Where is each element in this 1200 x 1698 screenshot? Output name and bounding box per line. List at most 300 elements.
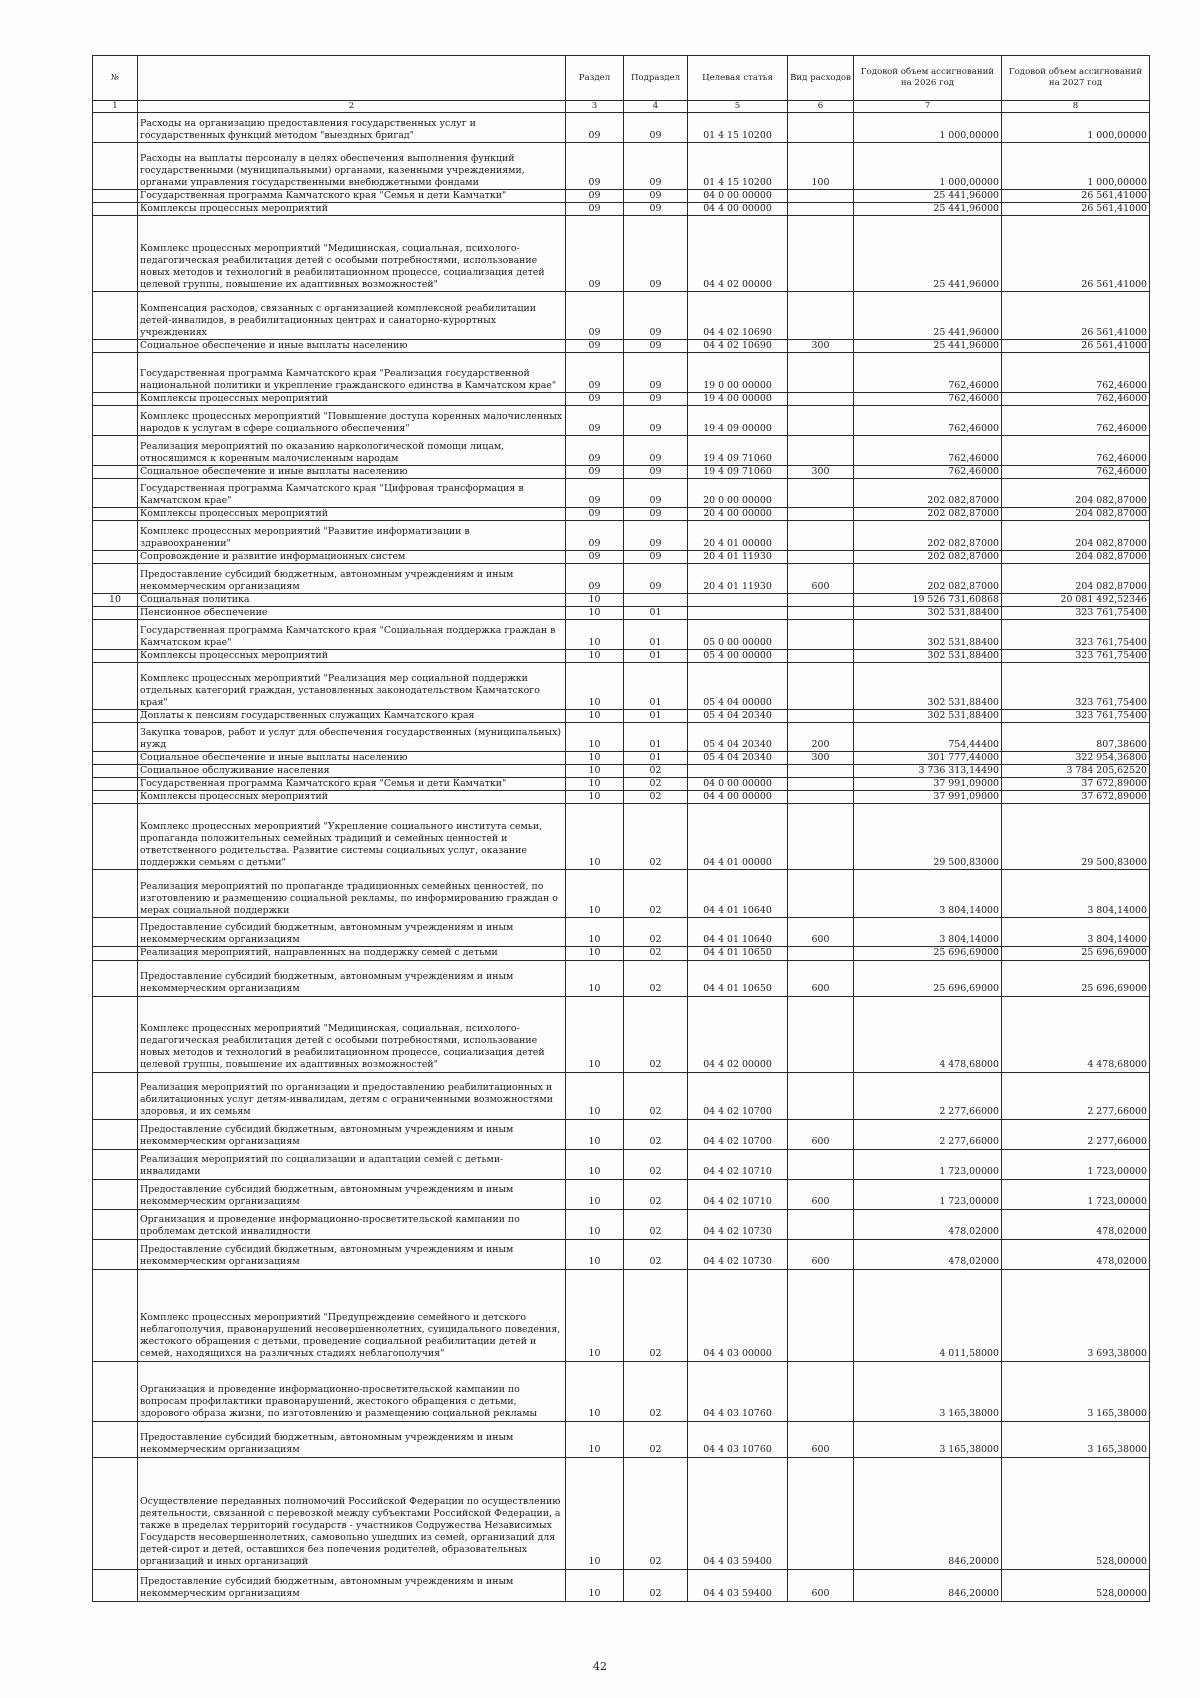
- row-vid: 200: [788, 723, 854, 752]
- row-name: Сопровождение и развитие информационных систем: [138, 551, 566, 564]
- row-number: [93, 508, 138, 521]
- row-amount-2027: 26 561,41000: [1002, 216, 1150, 292]
- row-razdel: 09: [566, 190, 624, 203]
- row-number: [93, 113, 138, 143]
- row-amount-2026: 37 991,09000: [854, 778, 1002, 791]
- row-amount-2027: 37 672,89000: [1002, 791, 1150, 804]
- row-vid: [788, 710, 854, 723]
- row-name: Предоставление субсидий бюджетным, автономным учреждениям и иным некоммерческим организациям: [138, 1179, 566, 1209]
- row-razdel: 10: [566, 594, 624, 607]
- row-vid: [788, 436, 854, 466]
- row-razdel: 09: [566, 521, 624, 551]
- row-podrazdel: 02: [624, 960, 688, 996]
- table-row: [93, 551, 1150, 564]
- row-amount-2026: 2 277,66000: [854, 1119, 1002, 1149]
- table-row: [93, 353, 1150, 393]
- row-podrazdel: 01: [624, 710, 688, 723]
- row-number: [93, 436, 138, 466]
- row-name: Комплекс процессных мероприятий "Предупреждение семейного и детского неблагополучия, правонарушений несовершеннолетних, суицидального поведения, жестокого обращения с детьми, проведение социальной реабилитации детей и семей, находящихся на различных стадиях неблагополучия": [138, 1269, 566, 1361]
- row-target: 19 4 00 00000: [688, 393, 788, 406]
- row-target: 01 4 15 10200: [688, 143, 788, 190]
- row-amount-2027: 20 081 492,52346: [1002, 594, 1150, 607]
- row-name: Социальное обслуживание населения: [138, 765, 566, 778]
- row-podrazdel: 09: [624, 143, 688, 190]
- table-row: [93, 292, 1150, 340]
- row-podrazdel: 09: [624, 479, 688, 508]
- table-row: [93, 918, 1150, 947]
- row-vid: [788, 650, 854, 663]
- row-number: [93, 947, 138, 960]
- table-row: [93, 203, 1150, 216]
- row-amount-2026: 302 531,88400: [854, 663, 1002, 710]
- row-name: Комплекс процессных мероприятий "Медицинская, социальная, психолого-педагогическая реабилитация детей с особыми потребностями, использование новых методов и технологий в реабилитационном процессе, социализация детей целевой группы, повышение их адаптивных возможностей": [138, 996, 566, 1072]
- row-number: [93, 1072, 138, 1119]
- row-target: 04 4 02 10690: [688, 340, 788, 353]
- table-row: [93, 996, 1150, 1072]
- row-amount-2027: 1 723,00000: [1002, 1179, 1150, 1209]
- row-razdel: 09: [566, 466, 624, 479]
- row-target: 04 4 01 10640: [688, 870, 788, 918]
- row-number: [93, 1179, 138, 1209]
- table-row: [93, 190, 1150, 203]
- row-vid: [788, 479, 854, 508]
- row-amount-2026: 302 531,88400: [854, 607, 1002, 620]
- row-name: Комплексы процессных мероприятий: [138, 393, 566, 406]
- row-number: [93, 564, 138, 594]
- table-row: [93, 479, 1150, 508]
- row-name: Предоставление субсидий бюджетным, автономным учреждениям и иным некоммерческим организациям: [138, 564, 566, 594]
- row-amount-2026: 762,46000: [854, 393, 1002, 406]
- row-number: [93, 918, 138, 947]
- row-vid: [788, 353, 854, 393]
- row-amount-2027: 2 277,66000: [1002, 1119, 1150, 1149]
- row-podrazdel: 09: [624, 292, 688, 340]
- row-target: 04 4 02 00000: [688, 216, 788, 292]
- row-number: [93, 996, 138, 1072]
- row-vid: [788, 1072, 854, 1119]
- row-target: 04 4 02 10700: [688, 1072, 788, 1119]
- row-podrazdel: 02: [624, 1239, 688, 1269]
- row-amount-2027: 204 082,87000: [1002, 479, 1150, 508]
- row-target: 04 4 03 59400: [688, 1457, 788, 1569]
- column-number: 1: [93, 101, 138, 113]
- row-podrazdel: 09: [624, 216, 688, 292]
- row-razdel: 09: [566, 564, 624, 594]
- row-name: Организация и проведение информационно-просветительской кампании по проблемам детской инвалидности: [138, 1209, 566, 1239]
- row-podrazdel: 01: [624, 620, 688, 650]
- row-number: [93, 791, 138, 804]
- row-target: 04 4 00 00000: [688, 203, 788, 216]
- row-amount-2027: 1 000,00000: [1002, 113, 1150, 143]
- row-vid: [788, 393, 854, 406]
- row-name: Государственная программа Камчатского края "Цифровая трансформация в Камчатском крае": [138, 479, 566, 508]
- row-target: 04 4 03 59400: [688, 1569, 788, 1601]
- row-amount-2027: 762,46000: [1002, 436, 1150, 466]
- row-amount-2027: 528,00000: [1002, 1569, 1150, 1601]
- header-vid: Вид расходов: [788, 56, 854, 101]
- row-name: Комплекс процессных мероприятий "Укрепление социального института семьи, пропаганда положительных семейных традиций и семейных ценностей и ответственного родительства. Развитие системы социальных услуг, оказание поддержки семьям с детьми": [138, 804, 566, 870]
- row-razdel: 10: [566, 1119, 624, 1149]
- row-razdel: 09: [566, 292, 624, 340]
- row-razdel: 09: [566, 203, 624, 216]
- row-podrazdel: 02: [624, 1119, 688, 1149]
- row-amount-2026: 301 777,44000: [854, 752, 1002, 765]
- row-number: [93, 292, 138, 340]
- row-number: [93, 1239, 138, 1269]
- row-target: 20 4 01 00000: [688, 521, 788, 551]
- row-amount-2027: 26 561,41000: [1002, 292, 1150, 340]
- row-name: Пенсионное обеспечение: [138, 607, 566, 620]
- row-name: Государственная программа Камчатского края "Семья и дети Камчатки": [138, 190, 566, 203]
- row-vid: 100: [788, 143, 854, 190]
- table-row: [93, 1457, 1150, 1569]
- row-amount-2027: 3 784 205,62520: [1002, 765, 1150, 778]
- row-name: Реализация мероприятий, направленных на поддержку семей с детьми: [138, 947, 566, 960]
- table-row: [93, 870, 1150, 918]
- column-number-row: [93, 101, 1150, 113]
- row-target: 04 4 00 00000: [688, 791, 788, 804]
- row-razdel: 10: [566, 1569, 624, 1601]
- row-amount-2026: 29 500,83000: [854, 804, 1002, 870]
- table-row: [93, 791, 1150, 804]
- column-number: 2: [138, 101, 566, 113]
- row-vid: 300: [788, 340, 854, 353]
- row-number: [93, 663, 138, 710]
- row-razdel: 09: [566, 508, 624, 521]
- row-name: Предоставление субсидий бюджетным, автономным учреждениям и иным некоммерческим организациям: [138, 960, 566, 996]
- row-name: Комплекс процессных мероприятий "Медицинская, социальная, психолого-педагогическая реабилитация детей с особыми потребностями, использование новых методов и технологий в реабилитационном процессе, социализация детей целевой группы, повышение их адаптивных возможностей": [138, 216, 566, 292]
- row-name: Предоставление субсидий бюджетным, автономным учреждениям и иным некоммерческим организациям: [138, 1239, 566, 1269]
- row-vid: [788, 1457, 854, 1569]
- row-target: 20 4 01 11930: [688, 564, 788, 594]
- row-target: 20 4 01 11930: [688, 551, 788, 564]
- row-amount-2027: 807,38600: [1002, 723, 1150, 752]
- row-podrazdel: 02: [624, 1361, 688, 1421]
- row-amount-2026: 25 441,96000: [854, 292, 1002, 340]
- row-amount-2026: 754,44400: [854, 723, 1002, 752]
- row-podrazdel: 09: [624, 353, 688, 393]
- table-row: [93, 436, 1150, 466]
- row-name: Предоставление субсидий бюджетным, автономным учреждениям и иным некоммерческим организациям: [138, 918, 566, 947]
- row-razdel: 10: [566, 804, 624, 870]
- row-vid: [788, 1149, 854, 1179]
- row-number: [93, 870, 138, 918]
- row-name: Осуществление переданных полномочий Российской Федерации по осуществлению деятельности, связанной с перевозкой между субъектами Российской Федерации, а также в пределах территорий государств - участников Содружества Независимых Государств несовершеннолетних, самовольно ушедших из семей, организаций для детей-сирот и детей, оставшихся без попечения родителей, образовательных организаций и иных организаций: [138, 1457, 566, 1569]
- row-amount-2027: 3 804,14000: [1002, 870, 1150, 918]
- row-amount-2026: 1 723,00000: [854, 1179, 1002, 1209]
- row-razdel: 10: [566, 1239, 624, 1269]
- row-podrazdel: 09: [624, 190, 688, 203]
- row-vid: 600: [788, 1179, 854, 1209]
- row-name: Комплексы процессных мероприятий: [138, 791, 566, 804]
- row-amount-2026: 4 478,68000: [854, 996, 1002, 1072]
- row-target: [688, 765, 788, 778]
- row-razdel: 10: [566, 710, 624, 723]
- row-amount-2026: 3 804,14000: [854, 918, 1002, 947]
- column-number: 8: [1002, 101, 1150, 113]
- row-podrazdel: 02: [624, 1569, 688, 1601]
- row-target: 05 0 00 00000: [688, 620, 788, 650]
- row-target: 05 4 04 20340: [688, 752, 788, 765]
- row-amount-2026: 4 011,58000: [854, 1269, 1002, 1361]
- row-amount-2027: 762,46000: [1002, 353, 1150, 393]
- row-amount-2027: 3 165,38000: [1002, 1361, 1150, 1421]
- row-amount-2027: 3 804,14000: [1002, 918, 1150, 947]
- row-number: [93, 752, 138, 765]
- row-vid: [788, 804, 854, 870]
- table-row: [93, 521, 1150, 551]
- row-name: Доплаты к пенсиям государственных служащих Камчатского края: [138, 710, 566, 723]
- row-target: 04 4 03 00000: [688, 1269, 788, 1361]
- table-row: [93, 723, 1150, 752]
- row-name: Предоставление субсидий бюджетным, автономным учреждениям и иным некоммерческим организациям: [138, 1421, 566, 1457]
- header-podrazdel: Подраздел: [624, 56, 688, 101]
- row-razdel: 10: [566, 607, 624, 620]
- row-podrazdel: 09: [624, 521, 688, 551]
- row-amount-2027: 323 761,75400: [1002, 663, 1150, 710]
- row-razdel: 10: [566, 663, 624, 710]
- row-razdel: 10: [566, 960, 624, 996]
- row-target: 04 4 01 00000: [688, 804, 788, 870]
- row-target: [688, 594, 788, 607]
- header-target: Целевая статья: [688, 56, 788, 101]
- row-amount-2026: 478,02000: [854, 1209, 1002, 1239]
- row-amount-2026: 25 441,96000: [854, 190, 1002, 203]
- row-vid: [788, 508, 854, 521]
- row-vid: [788, 203, 854, 216]
- row-target: 04 0 00 00000: [688, 190, 788, 203]
- row-amount-2027: 204 082,87000: [1002, 521, 1150, 551]
- table-row: [93, 1569, 1150, 1601]
- row-name: Комплексы процессных мероприятий: [138, 203, 566, 216]
- row-amount-2026: 846,20000: [854, 1457, 1002, 1569]
- row-razdel: 09: [566, 406, 624, 436]
- row-target: 04 4 01 10640: [688, 918, 788, 947]
- header-2026: Годовой объем ассигнований на 2026 год: [854, 56, 1002, 101]
- row-vid: 600: [788, 1239, 854, 1269]
- row-name: Социальная политика: [138, 594, 566, 607]
- row-target: 04 4 02 10710: [688, 1149, 788, 1179]
- row-target: [688, 607, 788, 620]
- column-number: 3: [566, 101, 624, 113]
- row-target: 20 0 00 00000: [688, 479, 788, 508]
- row-razdel: 09: [566, 340, 624, 353]
- row-amount-2026: 37 991,09000: [854, 791, 1002, 804]
- row-amount-2026: 3 736 313,14490: [854, 765, 1002, 778]
- row-razdel: 09: [566, 393, 624, 406]
- row-name: Социальное обеспечение и иные выплаты населению: [138, 340, 566, 353]
- row-amount-2026: 202 082,87000: [854, 564, 1002, 594]
- row-amount-2026: 202 082,87000: [854, 479, 1002, 508]
- row-amount-2026: 202 082,87000: [854, 551, 1002, 564]
- row-podrazdel: [624, 594, 688, 607]
- row-podrazdel: 02: [624, 870, 688, 918]
- header-row: [93, 56, 1150, 101]
- table-row: [93, 1269, 1150, 1361]
- row-vid: [788, 292, 854, 340]
- row-amount-2027: 323 761,75400: [1002, 710, 1150, 723]
- row-razdel: 09: [566, 113, 624, 143]
- row-number: [93, 406, 138, 436]
- row-podrazdel: 01: [624, 663, 688, 710]
- row-vid: [788, 113, 854, 143]
- row-target: 01 4 15 10200: [688, 113, 788, 143]
- row-target: 04 4 02 00000: [688, 996, 788, 1072]
- row-number: [93, 960, 138, 996]
- row-name: Реализация мероприятий по организации и предоставлению реабилитационных и абилитационных услуг детям-инвалидам, детям с ограниченными возможностями здоровья, и их семьям: [138, 1072, 566, 1119]
- row-podrazdel: 09: [624, 436, 688, 466]
- column-number: 6: [788, 101, 854, 113]
- row-amount-2027: 3 165,38000: [1002, 1421, 1150, 1457]
- row-amount-2027: 26 561,41000: [1002, 190, 1150, 203]
- row-razdel: 10: [566, 1179, 624, 1209]
- row-amount-2026: 846,20000: [854, 1569, 1002, 1601]
- row-vid: [788, 1269, 854, 1361]
- table-row: [93, 778, 1150, 791]
- row-podrazdel: 01: [624, 752, 688, 765]
- row-target: 04 4 02 10710: [688, 1179, 788, 1209]
- row-amount-2026: 1 000,00000: [854, 143, 1002, 190]
- table-row: [93, 607, 1150, 620]
- table-row: [93, 594, 1150, 607]
- row-vid: 600: [788, 918, 854, 947]
- row-amount-2027: 29 500,83000: [1002, 804, 1150, 870]
- row-podrazdel: 02: [624, 1421, 688, 1457]
- row-number: [93, 551, 138, 564]
- row-number: [93, 203, 138, 216]
- row-name: Предоставление субсидий бюджетным, автономным учреждениям и иным некоммерческим организациям: [138, 1569, 566, 1601]
- table-row: [93, 663, 1150, 710]
- row-vid: [788, 190, 854, 203]
- row-target: 04 4 01 10650: [688, 947, 788, 960]
- row-target: 19 0 00 00000: [688, 353, 788, 393]
- page-number: 42: [593, 1660, 607, 1673]
- row-amount-2027: 1 000,00000: [1002, 143, 1150, 190]
- row-name: Комплекс процессных мероприятий "Развитие информатизации в здравоохранении": [138, 521, 566, 551]
- table-row: [93, 1239, 1150, 1269]
- table-row: [93, 1421, 1150, 1457]
- row-razdel: 09: [566, 436, 624, 466]
- row-vid: [788, 620, 854, 650]
- row-number: [93, 353, 138, 393]
- row-amount-2027: 37 672,89000: [1002, 778, 1150, 791]
- row-razdel: 10: [566, 918, 624, 947]
- table-row: [93, 752, 1150, 765]
- row-podrazdel: 02: [624, 1457, 688, 1569]
- row-vid: 600: [788, 564, 854, 594]
- row-amount-2027: 528,00000: [1002, 1457, 1150, 1569]
- row-number: 10: [93, 594, 138, 607]
- row-vid: [788, 791, 854, 804]
- row-number: [93, 190, 138, 203]
- budget-table: [92, 55, 1150, 1602]
- row-amount-2027: 3 693,38000: [1002, 1269, 1150, 1361]
- row-razdel: 09: [566, 479, 624, 508]
- row-vid: [788, 778, 854, 791]
- row-target: 05 4 04 20340: [688, 710, 788, 723]
- row-name: Закупка товаров, работ и услуг для обеспечения государственных (муниципальных) нужд: [138, 723, 566, 752]
- column-number: 7: [854, 101, 1002, 113]
- row-name: Комплексы процессных мероприятий: [138, 650, 566, 663]
- row-vid: [788, 607, 854, 620]
- row-razdel: 09: [566, 353, 624, 393]
- row-podrazdel: 02: [624, 765, 688, 778]
- row-razdel: 10: [566, 723, 624, 752]
- row-number: [93, 1149, 138, 1179]
- row-podrazdel: 09: [624, 466, 688, 479]
- row-amount-2026: 19 526 731,60868: [854, 594, 1002, 607]
- row-amount-2027: 2 277,66000: [1002, 1072, 1150, 1119]
- row-amount-2026: 762,46000: [854, 466, 1002, 479]
- row-amount-2027: 25 696,69000: [1002, 960, 1150, 996]
- table-row: [93, 1209, 1150, 1239]
- row-podrazdel: 09: [624, 340, 688, 353]
- row-target: 19 4 09 00000: [688, 406, 788, 436]
- row-number: [93, 479, 138, 508]
- row-number: [93, 393, 138, 406]
- row-podrazdel: 02: [624, 1209, 688, 1239]
- row-amount-2026: 202 082,87000: [854, 521, 1002, 551]
- row-podrazdel: 02: [624, 1072, 688, 1119]
- row-name: Социальное обеспечение и иные выплаты населению: [138, 752, 566, 765]
- row-target: 04 4 03 10760: [688, 1421, 788, 1457]
- row-number: [93, 466, 138, 479]
- row-target: 19 4 09 71060: [688, 436, 788, 466]
- row-target: 04 0 00 00000: [688, 778, 788, 791]
- row-podrazdel: 02: [624, 778, 688, 791]
- row-target: 20 4 00 00000: [688, 508, 788, 521]
- row-number: [93, 1209, 138, 1239]
- table-row: [93, 466, 1150, 479]
- row-vid: 300: [788, 752, 854, 765]
- row-name: Социальное обеспечение и иные выплаты населению: [138, 466, 566, 479]
- row-amount-2026: 302 531,88400: [854, 650, 1002, 663]
- row-name: Комплекс процессных мероприятий "Реализация мер социальной поддержки отдельных категорий граждан, установленных законодательством Камчатского края": [138, 663, 566, 710]
- row-podrazdel: 02: [624, 918, 688, 947]
- row-amount-2027: 762,46000: [1002, 393, 1150, 406]
- row-amount-2027: 26 561,41000: [1002, 340, 1150, 353]
- table-row: [93, 1119, 1150, 1149]
- row-amount-2026: 302 531,88400: [854, 620, 1002, 650]
- row-name: Комплексы процессных мероприятий: [138, 508, 566, 521]
- table-row: [93, 947, 1150, 960]
- row-number: [93, 804, 138, 870]
- row-vid: [788, 947, 854, 960]
- row-podrazdel: 01: [624, 607, 688, 620]
- row-name: Государственная программа Камчатского края "Реализация государственной национальной политики и укрепление гражданского единства в Камчатском крае": [138, 353, 566, 393]
- row-number: [93, 650, 138, 663]
- row-name: Расходы на организацию предоставления государственных услуг и государственных функций методом "выездных бригад": [138, 113, 566, 143]
- row-amount-2027: 204 082,87000: [1002, 564, 1150, 594]
- row-vid: [788, 216, 854, 292]
- row-amount-2027: 323 761,75400: [1002, 650, 1150, 663]
- row-target: 04 4 02 10730: [688, 1239, 788, 1269]
- row-amount-2026: 25 696,69000: [854, 947, 1002, 960]
- row-vid: 300: [788, 466, 854, 479]
- row-name: Реализация мероприятий по оказанию наркологической помощи лицам, относящимся к коренным малочисленным народам: [138, 436, 566, 466]
- table-body: [93, 113, 1150, 1602]
- column-number: 5: [688, 101, 788, 113]
- row-podrazdel: 09: [624, 203, 688, 216]
- row-number: [93, 216, 138, 292]
- row-podrazdel: 02: [624, 1149, 688, 1179]
- row-razdel: 10: [566, 1361, 624, 1421]
- row-podrazdel: 09: [624, 551, 688, 564]
- row-vid: [788, 1209, 854, 1239]
- table-row: [93, 1072, 1150, 1119]
- row-amount-2026: 3 165,38000: [854, 1421, 1002, 1457]
- row-podrazdel: 01: [624, 723, 688, 752]
